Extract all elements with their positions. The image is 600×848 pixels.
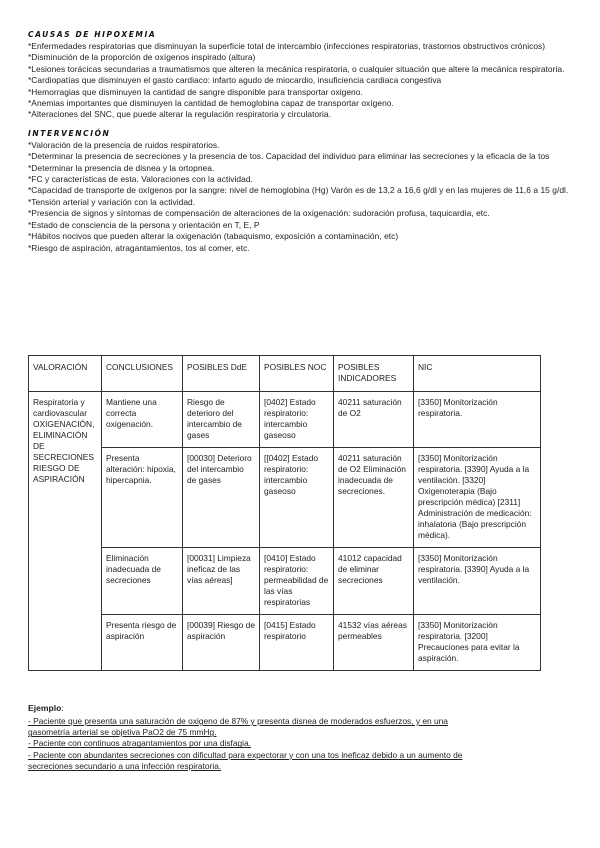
conclusion-cell: Presenta alteración: hipoxia, hipercapnia. [102, 448, 183, 548]
cause-item: *Disminución de la proporción de oxígenos inspirado (altura) [28, 52, 256, 63]
conclusion-cell: Eliminación inadecuada de secreciones [102, 548, 183, 615]
table-header-row [29, 356, 541, 392]
dde-cell: [00030] Deterioro del intercambio de gases [183, 448, 260, 548]
intervention-item: *Determinar la presencia de secreciones y la presencia de tos. Capacidad del individuo para eliminar las secreciones y la eficacia de la tos [28, 151, 550, 162]
example-title: Ejemplo: [28, 703, 64, 713]
intervention-item: *Presencia de signos y síntomas de compensación de alteraciones de la oxigenación: sudoración profusa, taquicardia, etc. [28, 208, 490, 219]
valoracion-cell: Respiratoria y cardiovascular OXIGENACIÓN, ELIMINACIÓN DE SECRECIONES RIESGO DE ASPIRACIÓN [29, 392, 102, 671]
nic-cell: [3350] Monitorización respiratoria. [3390] Ayuda a la ventilación. [3320] Oxigenoterapia (Bajo prescripción médica) [2311] Administración de medicación: inhalatoria (Bajo prescripción médica). [414, 448, 541, 548]
intervention-item: *Valoración de la presencia de ruidos respiratorios. [28, 139, 220, 150]
example-line: - Paciente con continuos atragantamientos por una disfagia. [28, 738, 252, 749]
dde-cell: [00031] Limpieza ineficaz de las vías aéreas] [183, 548, 260, 615]
example-line: secreciones secundario a una infección respiratoria. [28, 760, 222, 771]
example-section [28, 703, 548, 772]
intervention-heading: INTERVENCIÓN [28, 128, 111, 138]
nic-cell: [3350] Monitorización respiratoria. [3200] Precauciones para evitar la aspiración. [414, 615, 541, 671]
cause-item: *Anemias importantes que disminuyen la cantidad de hemoglobina capaz de transportar oxígeno. [28, 98, 394, 109]
intervention-item: *FC y características de esta. Valoraciones con la actividad. [28, 174, 253, 185]
table-row [29, 615, 541, 671]
indicadores-cell: 41532 vías aéreas permeables [334, 615, 414, 671]
conclusion-cell: Presenta riesgo de aspiración [102, 615, 183, 671]
cause-item: *Hemorragias que disminuyen la cantidad de sangre disponible para transportar oxigeno. [28, 86, 363, 97]
noc-cell: [[0402] Estado respiratorio: intercambio gaseoso [260, 448, 334, 548]
cause-item: *Lesiones torácicas secundarias a traumatismos que alteren la mecánica respiratoria, o cualquier situación que altere la mecánica respiratoria. [28, 63, 565, 74]
cause-item: *Alteraciones del SNC, que puede alterar la regulación respiratoria y circulatoria. [28, 109, 332, 120]
indicadores-cell: 40211 saturación de O2 [334, 392, 414, 448]
document-body [28, 30, 576, 254]
nic-cell: [3350] Monitorización respiratoria. [3390] Ayuda a la ventilación. [414, 548, 541, 615]
header-noc: POSIBLES NOC [260, 356, 334, 392]
header-dde: POSIBLES DdE [183, 356, 260, 392]
header-indicadores: POSIBLES INDICADORES [334, 356, 414, 392]
intervention-item: *Tensión arterial y variación con la actividad. [28, 196, 196, 207]
intervention-item: *Hábitos nocivos que pueden alterar la oxigenación (tabaquismo, exposición a contaminación, etc) [28, 231, 399, 242]
header-conclusiones: CONCLUSIONES [102, 356, 183, 392]
intervention-item: *Estado de consciencia de la persona y orientación en T, E, P [28, 219, 260, 230]
table-row [29, 392, 541, 448]
table-row [29, 448, 541, 548]
causes-heading: CAUSAS DE HIPOXEMIA [28, 30, 157, 39]
noc-cell: [0402] Estado respiratorio: intercambio gaseoso [260, 392, 334, 448]
table-row [29, 548, 541, 615]
noc-cell: [0410] Estado respiratorio: permeabilidad de las vías respiratorias [260, 548, 334, 615]
cause-item: *Enfermedades respiratorias que disminuyan la superficie total de intercambio (infecciones respiratorias, trastornos obstructivos crónicos) [28, 41, 546, 51]
dde-cell: Riesgo de deterioro del intercambio de gases [183, 392, 260, 448]
dde-cell: [00039] Riesgo de aspiración [183, 615, 260, 671]
indicadores-cell: 40211 saturación de O2 Eliminación inadecuada de secreciones. [334, 448, 414, 548]
header-nic: NIC [414, 356, 541, 392]
conclusion-cell: Mantiene una correcta oxigenación. [102, 392, 183, 448]
example-line: gasometría arterial se objetiva PaO2 de 75 mmHg. [28, 727, 217, 738]
intervention-item: *Capacidad de transporte de oxígenos por la sangre: nivel de hemoglobina (Hg) Varón es de 13,2 a 16,6 g/dl y en las mujeres de 11,6 a 15 g/dl. [28, 185, 569, 196]
example-line: - Paciente con abundantes secreciones con dificultad para expectorar y con una tos ineficaz debido a un aumento de [28, 749, 463, 760]
cause-item: *Cardiopatías que disminuyen el gasto cardiaco: infarto agudo de miocardio, insuficiencia cardiaca congestiva [28, 75, 442, 86]
example-line: - Paciente que presenta una saturación de oxigeno de 87% y presenta disnea de moderados esfuerzos, y en una [28, 716, 448, 726]
indicadores-cell: 41012 capacidad de eliminar secreciones [334, 548, 414, 615]
intervention-item: *Determinar la presencia de disnea y la ortopnea. [28, 162, 215, 173]
header-valoracion: VALORACIÓN [29, 356, 102, 392]
nic-cell: [3350] Monitorización respiratoria. [414, 392, 541, 448]
noc-cell: [0415] Estado respiratorio [260, 615, 334, 671]
care-plan-table [28, 355, 541, 671]
intervention-item: *Riesgo de aspiración, atragantamientos, tos al comer, etc. [28, 242, 250, 253]
